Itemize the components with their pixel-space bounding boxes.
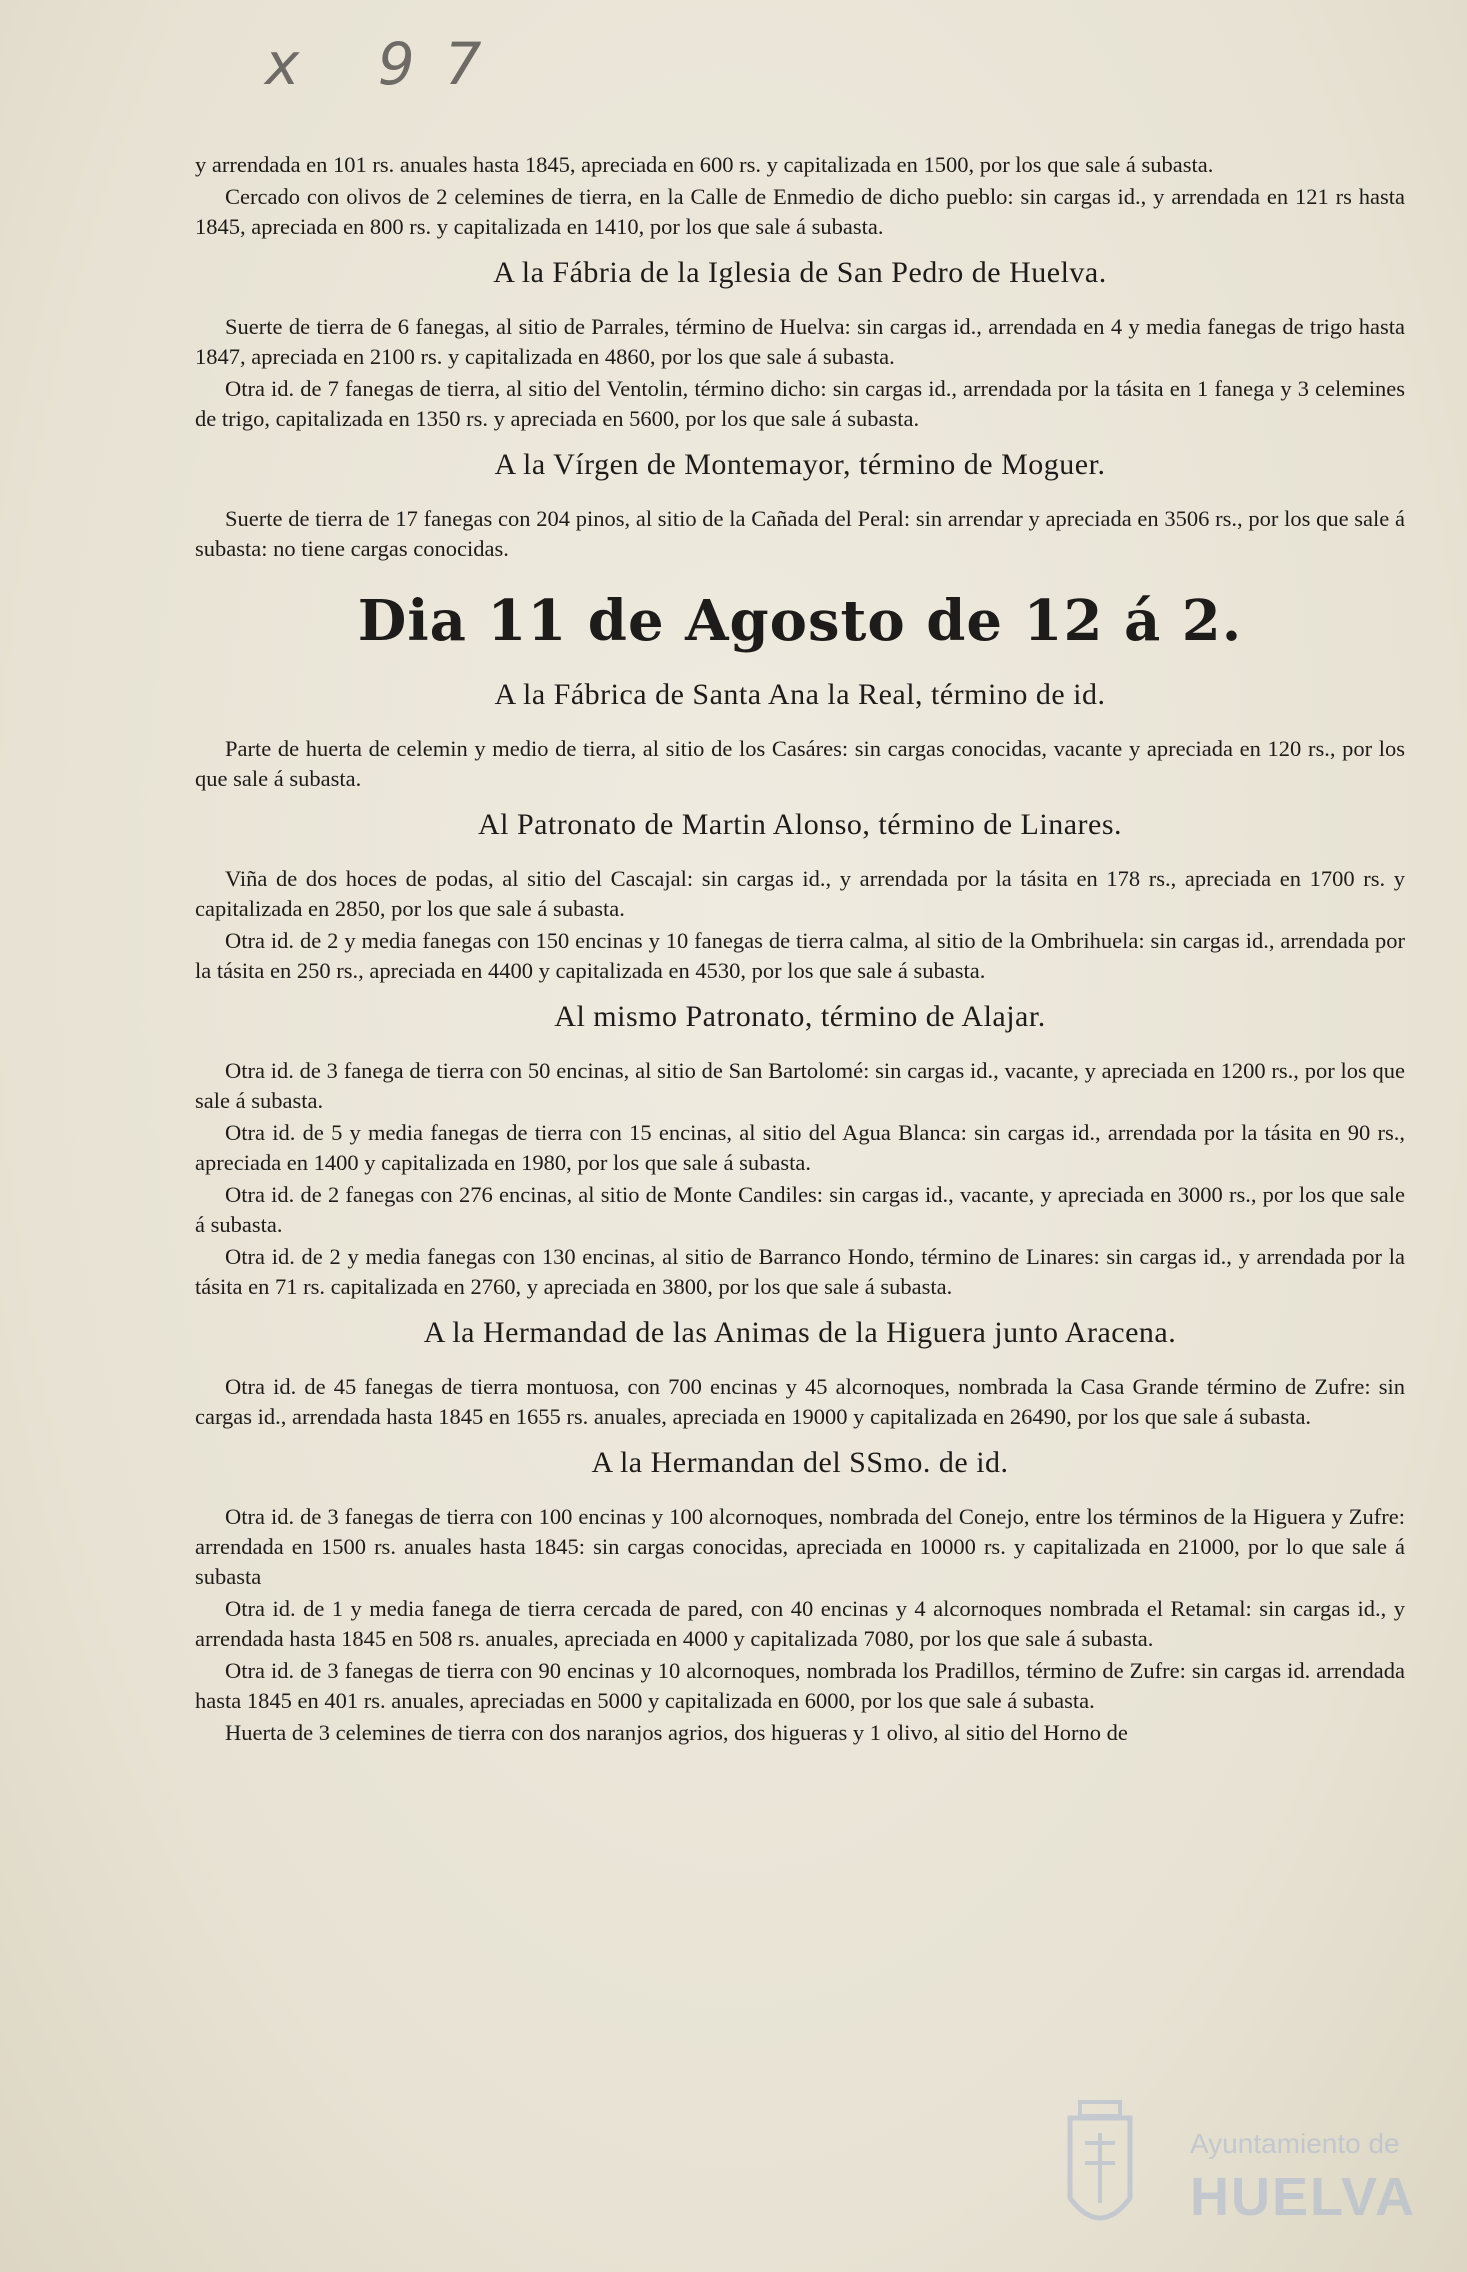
- property-entry: Otra id. de 3 fanega de tierra con 50 encinas, al sitio de San Bartolomé: sin cargas id., vacante, y apreciada en 1200 rs., por los que sale á subasta.: [195, 1058, 1405, 1113]
- watermark-line2: HUELVA: [1190, 2167, 1416, 2227]
- property-entry: Viña de dos hoces de podas, al sitio del Cascajal: sin cargas id., y arrendada por la tásita en 178 rs., apreciada en 1700 rs. y capitalizada en 2850, por los que sale á subasta.: [195, 866, 1405, 921]
- section-heading: Al Patronato de Martin Alonso, término de Linares.: [477, 808, 1123, 841]
- property-entry: Suerte de tierra de 6 fanegas, al sitio de Parrales, término de Huelva: sin cargas id., arrendada en 4 y media fanegas de trigo hasta 1847, apreciada en 2100 rs. y capitalizada en 4860, por los que sale á subasta.: [195, 314, 1405, 369]
- property-entry: Otra id. de 45 fanegas de tierra montuosa, con 700 encinas y 45 alcornoques, nombrada la Casa Grande término de Zufre: sin cargas id., arrendada hasta 1845 en 1655 rs. anuales, apreciada en 19000 y capitalizada en 26490, por los que sale á subasta.: [195, 1374, 1405, 1429]
- property-entry: Suerte de tierra de 17 fanegas con 204 pinos, al sitio de la Cañada del Peral: sin arrendar y apreciada en 3506 rs., por los que sale á subasta: no tiene cargas conocidas.: [195, 506, 1405, 561]
- section-heading: Al mismo Patronato, término de Alajar.: [554, 1000, 1046, 1033]
- section-heading: A la Hermandan del SSmo. de id.: [591, 1446, 1009, 1479]
- day-heading: Dia 11 de Agosto de 12 á 2.: [357, 588, 1243, 654]
- property-entry: Otra id. de 3 fanegas de tierra con 90 encinas y 10 alcornoques, nombrada los Pradillos, término de Zufre: sin cargas id. arrendada hasta 1845 en 401 rs. anuales, apreciadas en 5000 y capitalizada en 6000, por los que sale á subasta.: [195, 1658, 1405, 1713]
- property-entry: Otra id. de 2 fanegas con 276 encinas, al sitio de Monte Candiles: sin cargas id., vacante, y apreciada en 3000 rs., por los que sale á subasta.: [195, 1182, 1405, 1237]
- property-entry: Otra id. de 3 fanegas de tierra con 100 encinas y 100 alcornoques, nombrada del Conejo, entre los términos de la Higuera y Zufre: arrendada en 1500 rs. anuales hasta 1845: sin cargas conocidas, apreciada en 10000 rs. y capitalizada en 21000, por lo que sale á subasta: [195, 1504, 1405, 1589]
- section-heading: A la Hermandad de las Animas de la Higuera junto Aracena.: [423, 1316, 1177, 1349]
- document-body: [195, 150, 1405, 1750]
- property-entry: y arrendada en 101 rs. anuales hasta 1845, apreciada en 600 rs. y capitalizada en 1500, por los que sale á subasta.: [195, 152, 1214, 177]
- coat-of-arms-icon: [1050, 2098, 1150, 2248]
- section-heading: A la Fábria de la Iglesia de San Pedro de Huelva.: [493, 256, 1107, 289]
- section-heading: A la Fábrica de Santa Ana la Real, término de id.: [494, 678, 1106, 711]
- section-heading: A la Vírgen de Montemayor, término de Moguer.: [494, 448, 1106, 481]
- handwritten-note: x 97: [265, 30, 512, 98]
- property-entry: Huerta de 3 celemines de tierra con dos naranjos agrios, dos higueras y 1 olivo, al sitio del Horno de: [225, 1720, 1128, 1745]
- watermark-line1: Ayuntamiento de: [1190, 2128, 1400, 2159]
- property-entry: Otra id. de 7 fanegas de tierra, al sitio del Ventolin, término dicho: sin cargas id., arrendada por la tásita en 1 fanega y 3 celemines de trigo, capitalizada en 1350 rs. y apreciada en 5600, por los que sale á subasta.: [195, 376, 1405, 431]
- property-entry: Otra id. de 5 y media fanegas de tierra con 15 encinas, al sitio del Agua Blanca: sin cargas id., arrendada por la tásita en 90 rs., apreciada en 1400 y capitalizada en 1980, por los que sale á subasta.: [195, 1120, 1405, 1175]
- property-entry: Otra id. de 2 y media fanegas con 150 encinas y 10 fanegas de tierra calma, al sitio de la Ombrihuela: sin cargas id., arrendada por la tásita en 250 rs., apreciada en 4400 y capitalizada en 4530, por los que sale á subasta.: [195, 928, 1405, 983]
- property-entry: Otra id. de 2 y media fanegas con 130 encinas, al sitio de Barranco Hondo, término de Linares: sin cargas id., y arrendada por la tásita en 71 rs. capitalizada en 2760, y apreciada en 3800, por los que sale á subasta.: [195, 1244, 1405, 1299]
- property-entry: Otra id. de 1 y media fanega de tierra cercada de pared, con 40 encinas y 4 alcornoques nombrada el Retamal: sin cargas id., y arrendada hasta 1845 en 508 rs. anuales, apreciada en 4000 y capitalizada 7080, por los que sale á subasta.: [195, 1596, 1405, 1651]
- property-entry: Cercado con olivos de 2 celemines de tierra, en la Calle de Enmedio de dicho pueblo: sin cargas id., y arrendada en 121 rs hasta 1845, apreciada en 800 rs. y capitalizada en 1410, por los que sale á subasta.: [195, 184, 1405, 239]
- watermark-logo: [1050, 2098, 1416, 2258]
- property-entry: Parte de huerta de celemin y medio de tierra, al sitio de los Casáres: sin cargas conocidas, vacante y apreciada en 120 rs., por los que sale á subasta.: [195, 736, 1405, 791]
